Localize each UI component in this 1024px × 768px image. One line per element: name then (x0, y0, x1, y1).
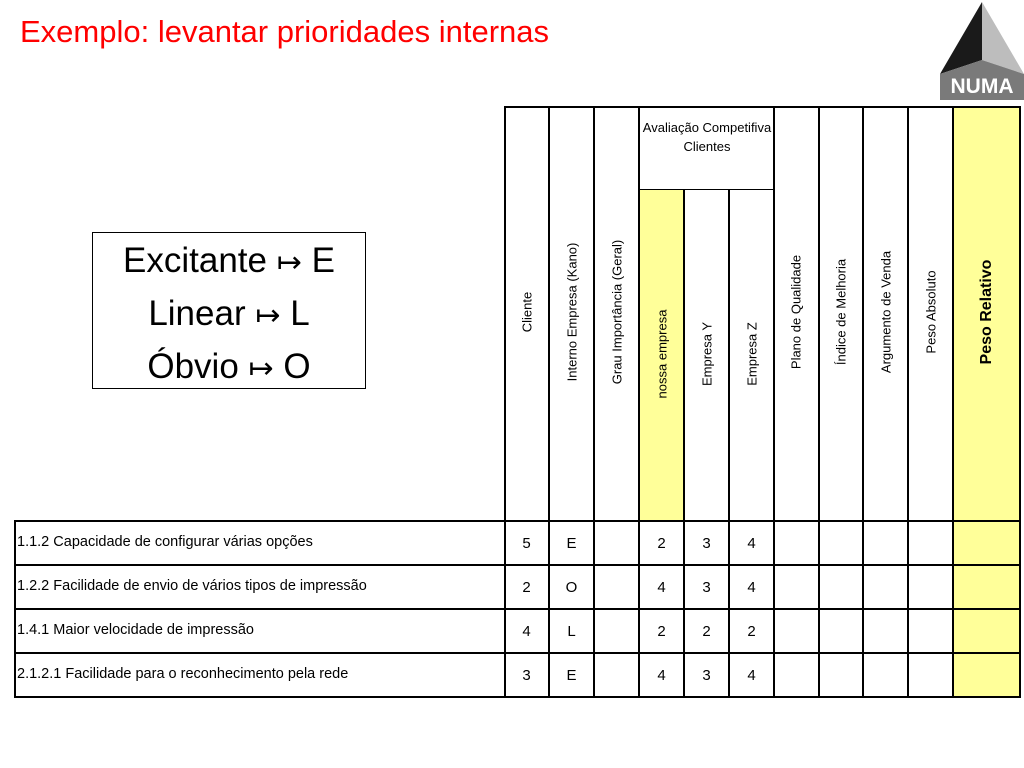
row-label: 1.4.1 Maior velocidade de impressão (17, 622, 254, 638)
column-header-peso-absoluto: Peso Absoluto (923, 270, 939, 354)
logo-text: NUMA (940, 74, 1024, 100)
column-header-kano: Interno Empresa (Kano) (564, 242, 580, 382)
cell-cliente: 2 (522, 579, 531, 596)
cell-cliente: 5 (522, 535, 531, 552)
cell-empresa-y: 3 (702, 535, 711, 552)
cell-empresa-z: 4 (747, 535, 756, 552)
maps-to-icon: ↦ (276, 246, 302, 279)
column-header-argumento-venda: Argumento de Venda (878, 250, 894, 374)
cell-cliente: 3 (522, 667, 531, 684)
kano-legend (92, 232, 366, 389)
cell-kano: E (566, 667, 577, 684)
cell-nossa: 2 (657, 535, 666, 552)
column-header-grau: Grau Importância (Geral) (609, 239, 625, 385)
cell-nossa: 4 (657, 667, 666, 684)
legend-item (93, 288, 365, 341)
column-header-empresa-z: Empresa Z (744, 322, 760, 386)
legend-label: Excitante (123, 241, 267, 280)
legend-item (93, 235, 365, 288)
cell-kano: E (566, 535, 577, 552)
competitive-evaluation-header: Avaliação Competifiva Clientes (642, 120, 772, 154)
cell-empresa-z: 4 (747, 579, 756, 596)
row-label: 1.2.2 Facilidade de envio de vários tipos de impressão (17, 578, 367, 594)
legend-code: E (311, 241, 335, 280)
cell-empresa-y: 2 (702, 623, 711, 640)
row-label: 1.1.2 Capacidade de configurar várias opções (17, 534, 313, 550)
cell-empresa-z: 4 (747, 667, 756, 684)
legend-item (93, 341, 365, 394)
column-header-plano-qualidade: Plano de Qualidade (788, 254, 804, 370)
slide-title: Exemplo: levantar prioridades internas (20, 14, 549, 49)
legend-code: L (290, 294, 310, 333)
cell-empresa-y: 3 (702, 579, 711, 596)
column-header-nossa-empresa: nossa empresa (654, 309, 670, 399)
maps-to-icon: ↦ (255, 299, 281, 332)
row-label: 2.1.2.1 Facilidade para o reconhecimento pela rede (17, 666, 349, 682)
column-header-peso-relativo: Peso Relativo (978, 259, 995, 365)
column-header-cliente: Cliente (519, 291, 535, 333)
maps-to-icon: ↦ (248, 352, 274, 385)
cell-nossa: 4 (657, 579, 666, 596)
legend-label: Óbvio (147, 347, 239, 386)
cell-nossa: 2 (657, 623, 666, 640)
cell-kano: L (567, 623, 576, 640)
cell-kano: O (565, 579, 578, 596)
cell-empresa-y: 3 (702, 667, 711, 684)
column-header-empresa-y: Empresa Y (699, 321, 715, 387)
legend-code: O (283, 347, 311, 386)
cell-cliente: 4 (522, 623, 531, 640)
cell-empresa-z: 2 (747, 623, 756, 640)
column-header-indice-melhoria: Índice de Melhoria (833, 258, 849, 366)
legend-label: Linear (148, 294, 246, 333)
